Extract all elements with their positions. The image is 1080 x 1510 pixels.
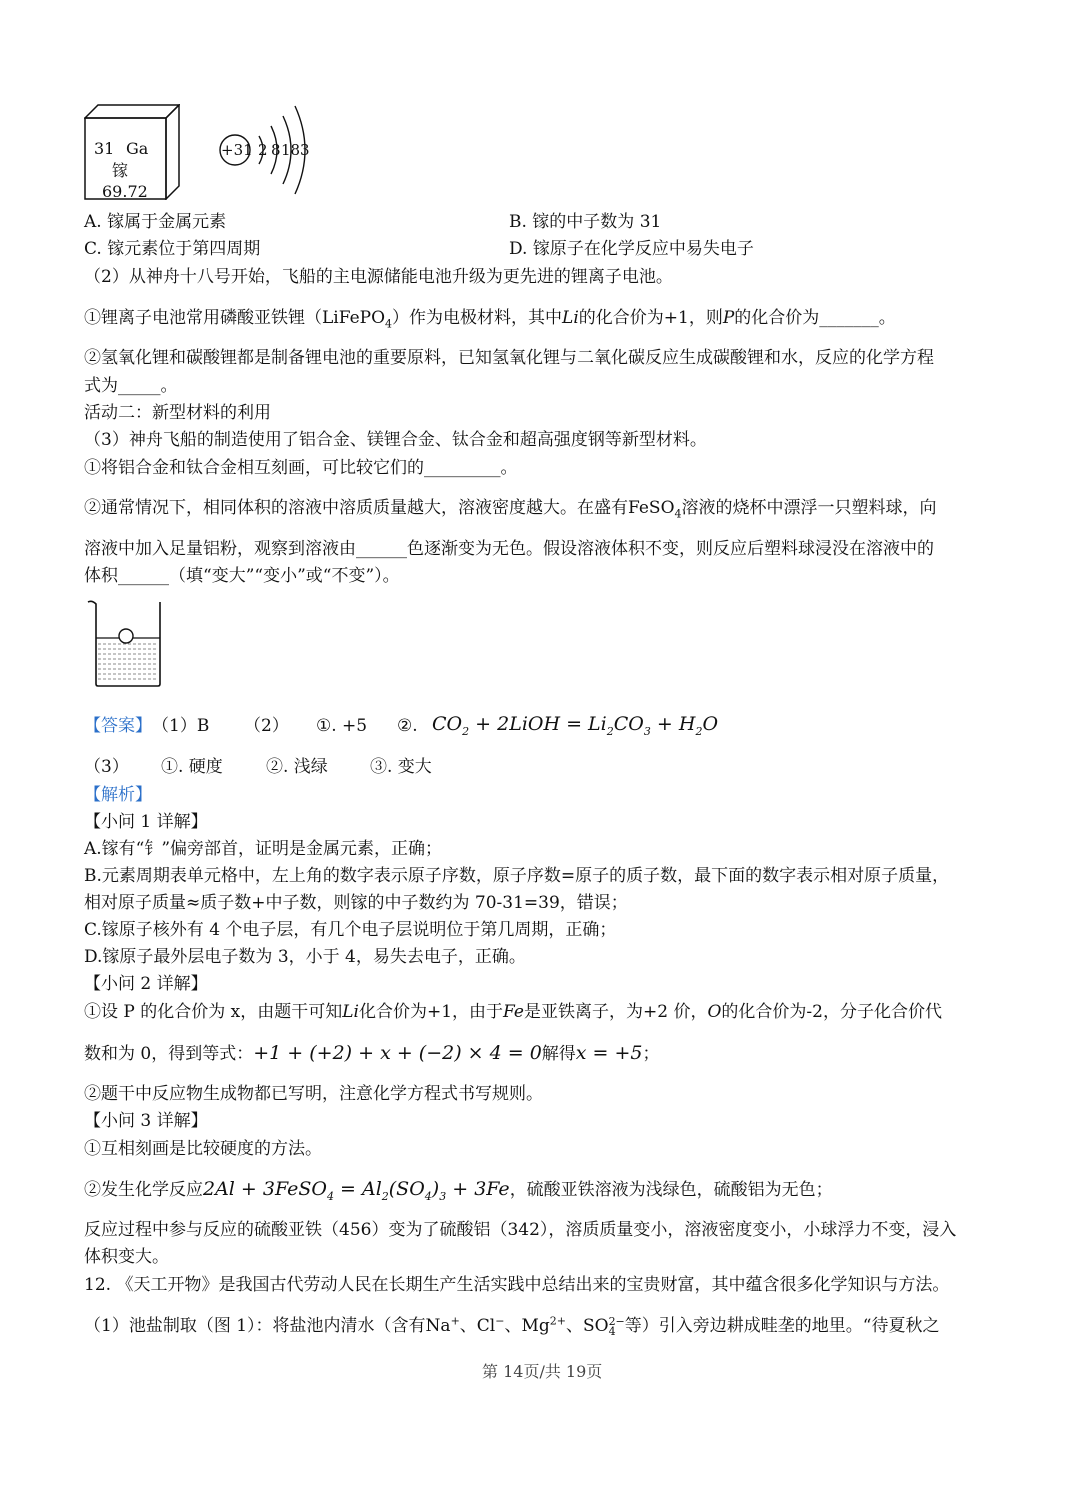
equation-al-feso4: 2Al + 3FeSO$_4$ = $Al_2(SO_4)_3 + 3Fe$ xyxy=(203,1178,510,1203)
q3-intro: （3）神舟飞船的制造使用了铝合金、镁锂合金、钛合金和超高强度钢等新型材料。 xyxy=(84,430,707,450)
subq1-d: D.镓原子最外层电子数为 3，小于 4，易失去电子，正确。 xyxy=(84,947,526,967)
answer-q2-2: ②. xyxy=(397,716,418,736)
q2-item1: ①锂离子电池常用磷酸亚铁锂（LiFePO$_4$）作为电极材料，其中Li的化合价为+1，则P的化合价为_______。 xyxy=(84,308,896,331)
plastic-ball xyxy=(119,629,133,643)
answer-q3-3: ③. 变大 xyxy=(370,757,432,777)
q2-item2-line2: 式为_____。 xyxy=(84,376,178,396)
subq2-item1-line1: ①设 P 的化合价为 x，由题干可知Li化合价为+1，由于Fe是亚铁离子，为+2 价，O的化合价为-2，分子化合价代 xyxy=(84,1002,942,1022)
answer-q3-1: ①. 硬度 xyxy=(161,757,223,777)
q3-item2-line1: ②通常情况下，相同体积的溶液中溶质质量越大，溶液密度越大。在盛有FeSO$_4$溶液的烧杯中漂浮一只塑料球，向 xyxy=(84,498,937,521)
q3-item1: ①将铝合金和钛合金相互刻画，可比较它们的_________。 xyxy=(84,458,518,478)
tile-name: 镓 xyxy=(112,161,129,180)
beaker-illustration xyxy=(86,598,166,690)
subq1-b-line2: 相对原子质量≈质子数+中子数，则镓的中子数约为 70-31=39，错误； xyxy=(84,893,628,913)
answer-q2: （2） xyxy=(244,716,289,736)
subq1-b-line1: B.元素周期表单元格中，左上角的数字表示原子序数，原子序数=原子的质子数，最下面的数字表示相对原子质量， xyxy=(84,866,950,886)
solution-hatching xyxy=(98,644,158,679)
answer-q3: （3） xyxy=(84,757,129,777)
subq3-item3-line1: 反应过程中参与反应的硫酸亚铁（456）变为了硫酸铝（342），溶质质量变小，溶液密度变小，小球浮力不变，浸入 xyxy=(84,1220,957,1240)
subq1-c: C.镓原子核外有 4 个电子层，有几个电子层说明位于第几周期，正确； xyxy=(84,920,617,940)
shell-count: 18 xyxy=(281,141,301,159)
equation-lioh: $CO_2$ + 2LiOH = $Li_2CO_3 + H_2O$ xyxy=(432,713,719,738)
subq3-item1: ①互相刻画是比较硬度的方法。 xyxy=(84,1139,322,1159)
q2-item2-line1: ②氢氧化锂和碳酸锂都是制备锂电池的重要原料，已知氢氧化锂与二氧化碳反应生成碳酸锂和水，反应的化学方程 xyxy=(84,348,934,368)
shell-count: 3 xyxy=(300,141,310,159)
formula-lifepo4: LiFePO xyxy=(322,308,386,328)
periodic-table-tile xyxy=(84,104,180,200)
option-a: A. 镓属于金属元素 xyxy=(84,212,227,232)
shell-count: 8 xyxy=(271,141,281,159)
equation-valence: +1 + (+2) + x + (−2) × 4 = 0 xyxy=(253,1042,542,1064)
q12-line1: 12. 《天工开物》是我国古代劳动人民在长期生产生活实践中总结出来的宝贵财富，其中蕴含很多化学知识与方法。 xyxy=(84,1275,950,1295)
formula-feso4: FeSO xyxy=(628,498,675,518)
page-footer: 第 14页/共 19页 xyxy=(482,1362,603,1381)
subq3-title: 【小问 3 详解】 xyxy=(84,1111,208,1131)
q3-item2-line3: 体积______（填“变大”“变小”或“不变”）。 xyxy=(84,566,400,586)
option-d: D. 镓原子在化学反应中易失电子 xyxy=(509,239,754,259)
option-c: C. 镓元素位于第四周期 xyxy=(84,239,261,259)
q3-item2-line2: 溶液中加入足量铝粉，观察到溶液由______色逐渐变为无色。假设溶液体积不变，则反应后塑料球浸没在溶液中的 xyxy=(84,539,934,559)
nucleus-charge: +31 xyxy=(221,141,253,159)
tile-number: 31 xyxy=(94,139,115,158)
q2-intro: （2）从神舟十八号开始，飞船的主电源储能电池升级为更先进的锂离子电池。 xyxy=(84,267,673,287)
ion-so4: SO xyxy=(582,1316,609,1336)
subq3-item2: ②发生化学反应2Al + 3FeSO$_4$ = $Al_2(SO_4)_3 + 3Fe$，硫酸亚铁溶液为浅绿色，硫酸铝为无色； xyxy=(84,1178,833,1203)
answer-q2-1: ①. +5 xyxy=(316,716,368,736)
subq1-title: 【小问 1 详解】 xyxy=(84,812,208,832)
subq3-item3-line2: 体积变大。 xyxy=(84,1247,169,1267)
ion-mg: Mg xyxy=(521,1316,550,1336)
ion-na: Na xyxy=(425,1316,451,1336)
shell-count: 2 xyxy=(258,141,268,159)
answer-q1: （1）B xyxy=(152,716,210,736)
tile-mass: 69.72 xyxy=(102,182,148,201)
q12-line2: （1）池盐制取（图 1）：将盐池内清水（含有Na+、Cl−、$Mg^{2+}$、SO 2− 4 等）引入旁边耕成畦垄的地里。“待夏秋之 xyxy=(84,1314,940,1338)
subq2-item2: ②题干中反应物生成物都已写明，注意化学方程式书写规则。 xyxy=(84,1084,543,1104)
tile-symbol: Ga xyxy=(126,139,149,158)
option-b: B. 镓的中子数为 31 xyxy=(509,212,662,232)
analysis-label: 【解析】 xyxy=(84,785,152,805)
equation-result: x = +5 xyxy=(575,1042,643,1064)
ion-cl: Cl xyxy=(476,1316,496,1336)
answer-label: 【答案】 xyxy=(84,716,152,736)
answer-q3-2: ②. 浅绿 xyxy=(266,757,328,777)
activity2-heading: 活动二：新型材料的利用 xyxy=(84,403,271,423)
subq2-title: 【小问 2 详解】 xyxy=(84,974,208,994)
subq2-item1-line2: 数和为 0，得到等式：+1 + (+2) + x + (−2) × 4 = 0解得x = +5； xyxy=(84,1042,660,1064)
subq1-a: A.镓有“钅”偏旁部首，证明是金属元素，正确； xyxy=(84,839,443,859)
